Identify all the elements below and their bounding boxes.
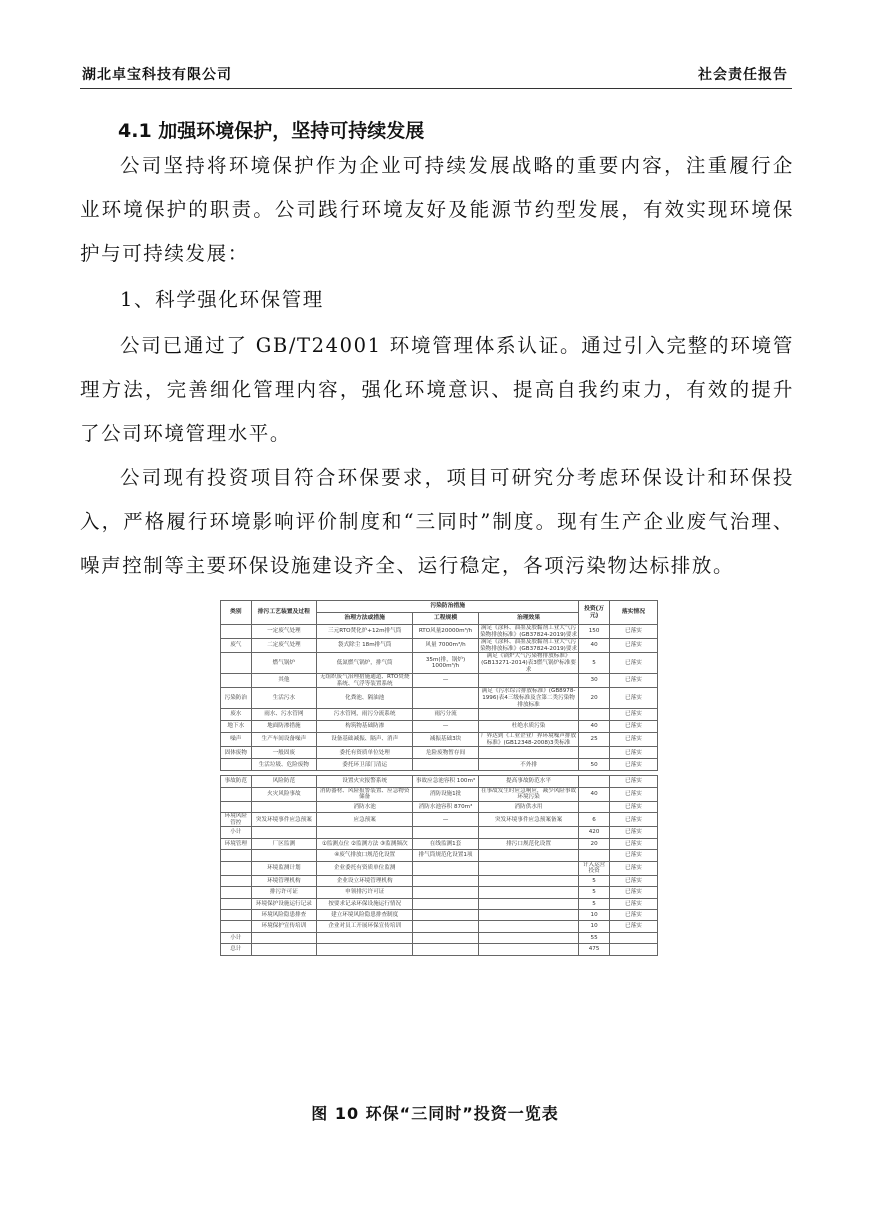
table-cell — [221, 787, 252, 801]
table-cell — [221, 850, 252, 861]
table-cell: 厂区监测 — [251, 838, 317, 849]
table-cell: 消防器材、风险报警装置、应急物资储备 — [317, 787, 413, 801]
table-cell — [413, 910, 479, 921]
table-cell: 已落实 — [609, 721, 657, 733]
paragraph-certification: 公司已通过了 GB/T24001 环境管理体系认证。通过引入完整的环境管理方法，完善细化管理内容，强化环境意识、提高自我约束力，有效的提升了公司环境管理水平。 — [80, 334, 794, 445]
table-cell — [251, 827, 317, 838]
table-cell: 消防水池容积 870m³ — [413, 801, 479, 812]
table-cell: 5 — [579, 653, 610, 674]
table-cell — [413, 861, 479, 875]
investment-table-figure — [220, 600, 658, 1086]
col-header-category: 类别 — [221, 601, 252, 625]
table-cell: 小计 — [221, 827, 252, 838]
table-row — [221, 838, 658, 849]
paragraph-intro: 公司坚持将环境保护作为企业可持续发展战略的重要内容，注重履行企业环境保护的职责。公司践行环境友好及能源节约型发展，有效实现环境保护与可持续发展： — [80, 154, 794, 265]
table-cell: 地下水 — [221, 721, 252, 733]
table-cell: 雨水、污水管网 — [251, 709, 317, 721]
table-cell: 20 — [579, 688, 610, 709]
table-cell: 事故防范 — [221, 776, 252, 787]
table1-body — [221, 625, 658, 771]
table-cell — [317, 944, 413, 955]
table-cell: 污染防治 — [221, 688, 252, 709]
table-cell: 小计 — [221, 932, 252, 943]
table-cell: 已落实 — [609, 813, 657, 827]
table-cell — [251, 801, 317, 812]
col-header-process: 排污工艺装置及过程 — [251, 601, 317, 625]
table-cell — [413, 759, 479, 771]
table-cell: 已落实 — [609, 653, 657, 674]
table-cell: 提高事故防范水平 — [478, 776, 579, 787]
col-header-investment: 投资(万元) — [579, 601, 610, 625]
col-header-measures-group: 污染防治措施 — [317, 601, 579, 613]
table-cell: 总计 — [221, 944, 252, 955]
table-cell: 无组织废气治理措施通道、RTO焚烧系统、气浮等装置系统 — [317, 674, 413, 688]
table-cell: 6 — [579, 813, 610, 827]
table-row — [221, 875, 658, 886]
table-cell — [579, 709, 610, 721]
table-cell — [579, 747, 610, 759]
table-cell: 废气 — [221, 639, 252, 653]
table-cell: 已落实 — [609, 688, 657, 709]
table-cell — [609, 944, 657, 955]
table-cell: 生活污水 — [251, 688, 317, 709]
table-row — [221, 688, 658, 709]
table-cell: 构筑物基础防渗 — [317, 721, 413, 733]
col-header-scale: 工程规模 — [413, 613, 479, 625]
col-header-method: 治理方法或措施 — [317, 613, 413, 625]
table-cell: 企业设立环境管理机构 — [317, 875, 413, 886]
table-cell — [221, 861, 252, 875]
table-cell — [478, 861, 579, 875]
table-cell — [413, 875, 479, 886]
table-cell — [317, 932, 413, 943]
table-cell: 已落实 — [609, 625, 657, 639]
table-cell: 40 — [579, 639, 610, 653]
table-cell — [579, 850, 610, 861]
table-cell — [609, 932, 657, 943]
table-cell — [478, 910, 579, 921]
table-cell: 化粪池、隔油池 — [317, 688, 413, 709]
table-row — [221, 709, 658, 721]
table-cell — [579, 776, 610, 787]
table-cell: — — [413, 813, 479, 827]
table-cell: 建立环境风险隐患排查制度 — [317, 910, 413, 921]
table-cell — [221, 887, 252, 898]
table-cell — [221, 875, 252, 886]
table-cell: 风量 7000m³/h — [413, 639, 479, 653]
table-cell: 噪声 — [221, 733, 252, 747]
table-cell: ①监测点位 ②监测方法 ③监测频次 — [317, 838, 413, 849]
table-cell — [478, 944, 579, 955]
table-row — [221, 747, 658, 759]
table-cell: 其他 — [251, 674, 317, 688]
table-cell: 在线监测1套 — [413, 838, 479, 849]
table-cell: 厂界达到《工业企业厂界环境噪声排放标准》(GB12348-2008)3类标准 — [478, 733, 579, 747]
table-cell: 已落实 — [609, 759, 657, 771]
table-cell: — — [413, 674, 479, 688]
table-cell: 满足《涂料、油墨及胶黏剂工业大气污染物排放标准》(GB37824-2019)要求 — [480, 625, 578, 638]
table-cell: 环境监测计划 — [251, 861, 317, 875]
table-row — [221, 733, 658, 747]
table-cell: 一定废气处理 — [251, 625, 317, 639]
table-cell: 设置火灾报警系统 — [317, 776, 413, 787]
table-cell: 环境管理机构 — [251, 875, 317, 886]
table-cell: 在事故发生时应急响应，减少风险事故环境污染 — [478, 787, 579, 801]
header-divider — [80, 88, 792, 89]
col-header-status: 落实情况 — [609, 601, 657, 625]
table-cell: 环境风险隐患排查 — [251, 910, 317, 921]
table-row — [221, 787, 658, 801]
table-cell: 35m(排，锅炉) 1000m³/h — [413, 653, 479, 674]
table-cell: 已落实 — [609, 875, 657, 886]
table-cell — [221, 674, 252, 688]
table-cell: 已落实 — [609, 639, 657, 653]
table-row — [221, 625, 658, 639]
paragraph-projects: 公司现有投资项目符合环保要求，项目可研究分考虑环保设计和环保投入，严格履行环境影响评价制度和“三同时”制度。现有生产企业废气治理、噪声控制等主要环保设施建设齐全、运行稳定，各项污染物达标排放。 — [80, 466, 794, 577]
investment-table-management — [220, 775, 658, 955]
table-cell: ④废气排放口规范化设置 — [317, 850, 413, 861]
table-cell: 已落实 — [609, 861, 657, 875]
table-cell: — — [413, 721, 479, 733]
table-cell: 已落实 — [609, 921, 657, 932]
table-cell: 已落实 — [609, 910, 657, 921]
table-cell: 已落实 — [609, 787, 657, 801]
table-row — [221, 932, 658, 943]
table-cell: 环境风险管控 — [221, 813, 252, 827]
table-cell: 突发环境事件应急预案 — [251, 813, 317, 827]
table-cell: 消防水池 — [317, 801, 413, 812]
table-cell — [413, 887, 479, 898]
table-cell: 袋式除尘 18m排气筒 — [317, 639, 413, 653]
table-cell — [478, 827, 579, 838]
table-row — [221, 721, 658, 733]
header-company: 湖北卓宝科技有限公司 — [82, 67, 232, 83]
table-cell: 55 — [579, 932, 610, 943]
table-row — [221, 801, 658, 812]
table-cell: 突发环境事件应急预案备案 — [478, 813, 579, 827]
table-cell — [221, 653, 252, 674]
table-cell: 5 — [579, 875, 610, 886]
table-cell — [579, 801, 610, 812]
table-cell: 30 — [579, 674, 610, 688]
section-title: 4.1 加强环境保护，坚持可持续发展 — [118, 120, 425, 142]
table-cell: 已落实 — [609, 801, 657, 812]
table-cell — [413, 898, 479, 909]
table-cell: 污水管网，雨污分流系统 — [317, 709, 413, 721]
table-cell — [413, 688, 479, 709]
header-report-title: 社会责任报告 — [698, 67, 788, 83]
table-cell: 火灾风险事故 — [251, 787, 317, 801]
table-cell — [251, 850, 317, 861]
table-cell: 雨污分流 — [413, 709, 479, 721]
table-row — [221, 850, 658, 861]
table-row — [221, 639, 658, 653]
table-cell: 5 — [579, 887, 610, 898]
table-cell: 已落实 — [609, 827, 657, 838]
table-cell: 已落实 — [609, 776, 657, 787]
table-row — [221, 813, 658, 827]
table-row — [221, 944, 658, 955]
table-cell: 申领排污许可证 — [317, 887, 413, 898]
table-cell: 已落实 — [609, 733, 657, 747]
table-cell: RTO风量20000m³/h — [413, 625, 479, 639]
table-cell: 企业对员工开展环保宣传培训 — [317, 921, 413, 932]
table-cell — [221, 801, 252, 812]
table-cell: 一般固废 — [251, 747, 317, 759]
table-cell — [251, 944, 317, 955]
table-cell: 环境保护设施运行记录 — [251, 898, 317, 909]
table-row — [221, 921, 658, 932]
table-cell: 20 — [579, 838, 610, 849]
table-row — [221, 759, 658, 771]
table-cell: 10 — [579, 921, 610, 932]
table-cell: 委托有资质单位处理 — [317, 747, 413, 759]
table-cell — [221, 625, 252, 639]
table-cell — [478, 887, 579, 898]
table-cell: 消防设施1批 — [413, 787, 479, 801]
table-cell: 消防供水用 — [478, 801, 579, 812]
table-cell — [478, 850, 579, 861]
table-cell: 二定废气处理 — [251, 639, 317, 653]
table-cell — [221, 910, 252, 921]
table-cell — [478, 674, 579, 688]
table-cell: 低氮燃气锅炉，排气筒 — [317, 653, 413, 674]
table-row — [221, 776, 658, 787]
table-cell: 排污口规范化设置 — [478, 838, 579, 849]
table-cell — [478, 709, 579, 721]
table-cell: 已落实 — [609, 709, 657, 721]
table-row — [221, 674, 658, 688]
table-cell: 企业委托有资质单位监测 — [317, 861, 413, 875]
table-cell: 按要求记录环保设施运行情况 — [317, 898, 413, 909]
paragraph-subheading: 1、科学强化环保管理 — [120, 288, 324, 311]
table-cell: 排污许可证 — [251, 887, 317, 898]
table-cell — [221, 898, 252, 909]
table-cell — [478, 921, 579, 932]
table-cell: 废水 — [221, 709, 252, 721]
table-cell: 已落实 — [609, 898, 657, 909]
table2-body — [221, 776, 658, 955]
table-cell — [413, 921, 479, 932]
table-cell: 420 — [579, 827, 610, 838]
table-cell: 环境管理 — [221, 838, 252, 849]
table-row — [221, 861, 658, 875]
table-cell: 满足《污水综合排放标准》(GB8978-1996)表4三级标准及含第二类污染物排放标准 — [478, 688, 579, 709]
table-cell: 燃气锅炉 — [251, 653, 317, 674]
table-cell — [317, 827, 413, 838]
table-cell: 事故应急池容积 100m³ — [413, 776, 479, 787]
table-row — [221, 898, 658, 909]
table-cell: 生活垃圾、危险废物 — [251, 759, 317, 771]
table-cell: 150 — [579, 625, 610, 639]
investment-table-pollution — [220, 600, 658, 771]
table-cell: 满足《涂料、油墨及胶黏剂工业大气污染物排放标准》(GB37824-2019)要求 — [480, 639, 578, 652]
table-cell: 已落实 — [609, 838, 657, 849]
table-cell: 25 — [579, 733, 610, 747]
table-cell: 生产车间设备噪声 — [251, 733, 317, 747]
table-cell: 减振基础3块 — [413, 733, 479, 747]
table-cell — [478, 875, 579, 886]
table-row — [221, 827, 658, 838]
figure-caption: 图 10 环保“三同时”投资一览表 — [311, 1104, 559, 1123]
table-cell: 50 — [579, 759, 610, 771]
table-cell — [413, 827, 479, 838]
table-cell: 40 — [579, 721, 610, 733]
table-cell — [478, 898, 579, 909]
table-cell: 环境保护宣传培训 — [251, 921, 317, 932]
table-cell: 设备基础减振、隔声、消声 — [317, 733, 413, 747]
table-cell: 已落实 — [609, 850, 657, 861]
table-cell — [413, 944, 479, 955]
table-cell — [251, 932, 317, 943]
table-cell: 三元RTO焚化炉+12m排气筒 — [317, 625, 413, 639]
table-cell: 固体废物 — [221, 747, 252, 759]
table-cell: 地面防渗措施 — [251, 721, 317, 733]
table-row — [221, 887, 658, 898]
table-cell: 10 — [579, 910, 610, 921]
table-cell: 5 — [579, 898, 610, 909]
table-row — [221, 653, 658, 674]
table-cell: 已落实 — [609, 674, 657, 688]
table-cell: 风险防范 — [251, 776, 317, 787]
table-cell: 已落实 — [609, 887, 657, 898]
table-cell: 已落实 — [609, 747, 657, 759]
table-cell — [413, 932, 479, 943]
table-cell: 委托环卫部门清运 — [317, 759, 413, 771]
table-cell — [478, 932, 579, 943]
table-cell: 杜绝水质污染 — [478, 721, 579, 733]
table-cell: 应急预案 — [317, 813, 413, 827]
col-header-effect: 治理效果 — [478, 613, 579, 625]
table-cell: 满足《锅炉大气污染物排放标准》(GB13271-2014)表3燃气锅炉标准要求 — [478, 653, 579, 674]
table-cell — [221, 759, 252, 771]
table-row — [221, 910, 658, 921]
table-cell: 计入运营投资 — [579, 861, 610, 875]
table-cell: 475 — [579, 944, 610, 955]
table-cell — [221, 921, 252, 932]
table-cell: 排气筒规范化设置1项 — [413, 850, 479, 861]
table-cell: 不外排 — [478, 759, 579, 771]
table-cell: 40 — [579, 787, 610, 801]
table-cell — [478, 747, 579, 759]
table-cell: 危险废物暂存间 — [413, 747, 479, 759]
